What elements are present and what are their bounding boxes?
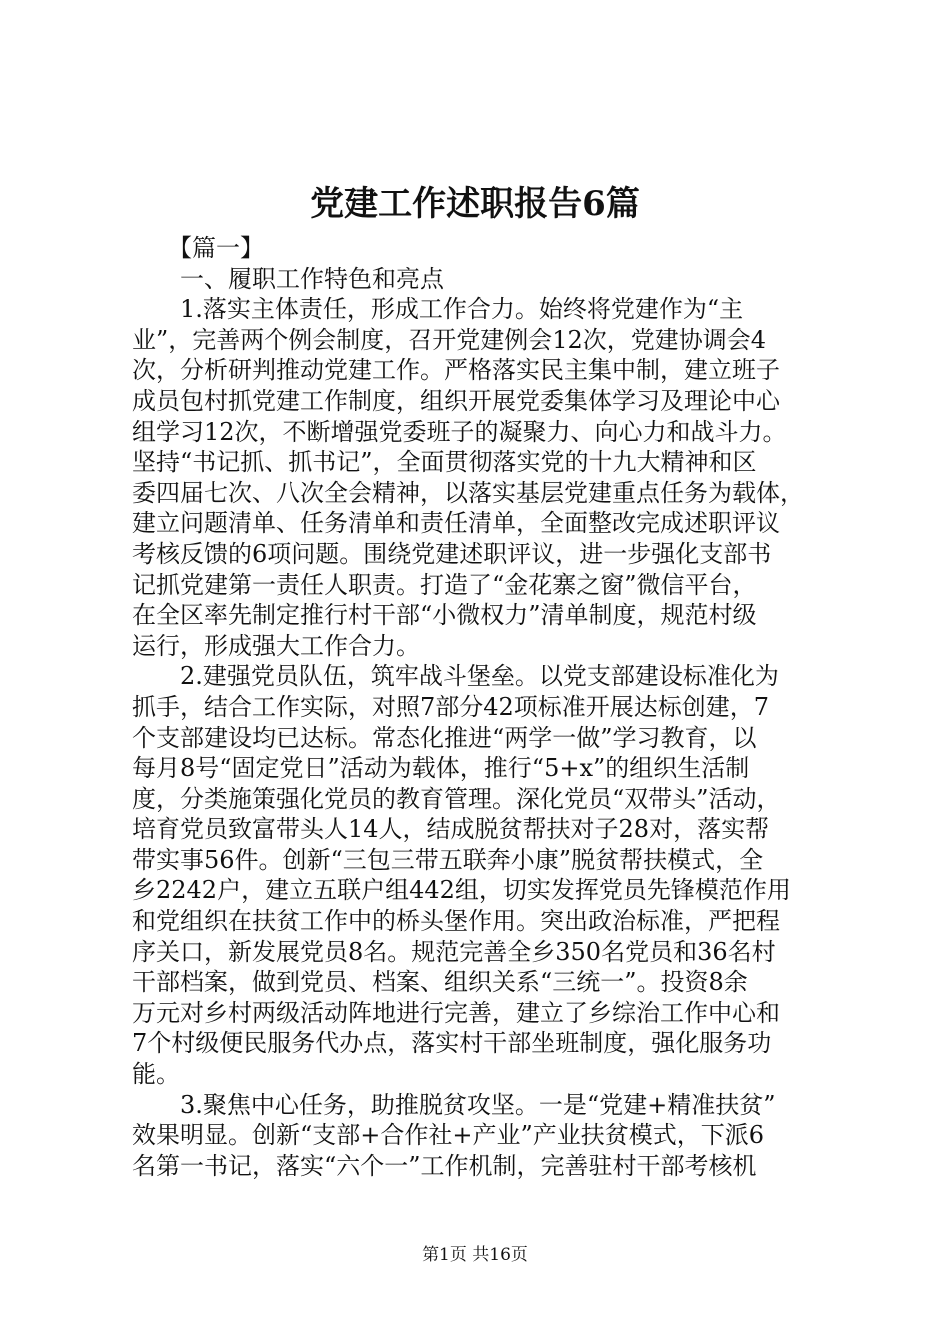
paragraph-line: 能。 (132, 1060, 180, 1089)
paragraph-line: 效果明显。创新“支部+合作社+产业”产业扶贫模式，下派6 (132, 1121, 765, 1150)
subheading: 一、履职工作特色和亮点 (180, 264, 444, 293)
paragraph-line: 带实事56件。创新“三包三带五联奔小康”脱贫帮扶模式，全 (132, 845, 764, 874)
document-body (132, 233, 832, 1181)
paragraph-line: 考核反馈的6项问题。围绕党建述职评议，进一步强化支部书 (132, 539, 772, 568)
paragraph-line: 万元对乡村两级活动阵地进行完善，建立了乡综治工作中心和 (132, 998, 780, 1027)
paragraph-line: 坚持“书记抓、抓书记”，全面贯彻落实党的十九大精神和区 (132, 448, 757, 477)
paragraph-line: 3.聚焦中心任务，助推脱贫攻坚。一是“党建+精准扶贫” (180, 1090, 776, 1119)
paragraph-line: 抓手，结合工作实际，对照7部分42项标准开展达标创建，7 (132, 692, 770, 721)
paragraph-line: 度，分类施策强化党员的教育管理。深化党员“双带头”活动， (132, 784, 781, 813)
paragraph-line: 每月8号“固定党日”活动为载体，推行“5+x”的组织生活制 (132, 754, 750, 783)
paragraph-line: 干部档案，做到党员、档案、组织关系“三统一”。投资8余 (132, 968, 748, 997)
paragraph-line: 2.建强党员队伍，筑牢战斗堡垒。以党支部建设标准化为 (180, 662, 779, 691)
paragraph-line: 成员包村抓党建工作制度，组织开展党委集体学习及理论中心 (132, 386, 780, 415)
paragraph-line: 次，分析研判推动党建工作。严格落实民主集中制，建立班子 (132, 356, 780, 385)
paragraph-line: 序关口，新发展党员8名。规范完善全乡350名党员和36名村 (132, 937, 776, 966)
paragraph-line: 组学习12次，不断增强党委班子的凝聚力、向心力和战斗力。 (132, 417, 787, 446)
document-title: 党建工作述职报告6篇 (310, 184, 640, 224)
paragraph-line: 建立问题清单、任务清单和责任清单，全面整改完成述职评议 (132, 509, 780, 538)
paragraph-line: 业”，完善两个例会制度，召开党建例会12次，党建协调会4 (132, 325, 767, 354)
section-heading: 【篇一】 (168, 234, 264, 262)
paragraph-line: 乡2242户，建立五联户组442组，切实发挥党员先锋模范作用 (132, 876, 791, 905)
paragraph-line: 培育党员致富带头人14人，结成脱贫帮扶对子28对，落实帮 (132, 815, 770, 844)
paragraph-line: 7个村级便民服务代办点，落实村干部坐班制度，强化服务功 (132, 1029, 772, 1058)
paragraph-line: 名第一书记，落实“六个一”工作机制，完善驻村干部考核机 (132, 1151, 757, 1180)
paragraph-line: 在全区率先制定推行村干部“小微权力”清单制度，规范村级 (132, 601, 757, 630)
paragraph-line: 运行，形成强大工作合力。 (132, 631, 420, 660)
paragraph-line: 1.落实主体责任，形成工作合力。始终将党建作为“主 (180, 295, 744, 324)
page-footer: 第1页 共16页 (422, 1245, 528, 1265)
paragraph-line: 记抓党建第一责任人职责。打造了“金花寨之窗”微信平台， (132, 570, 757, 599)
paragraph-line: 个支部建设均已达标。常态化推进“两学一做”学习教育，以 (132, 723, 757, 752)
paragraph-line: 和党组织在扶贫工作中的桥头堡作用。突出政治标准，严把程 (132, 907, 780, 936)
paragraph-line: 委四届七次、八次全会精神，以落实基层党建重点任务为载体， (132, 478, 804, 507)
